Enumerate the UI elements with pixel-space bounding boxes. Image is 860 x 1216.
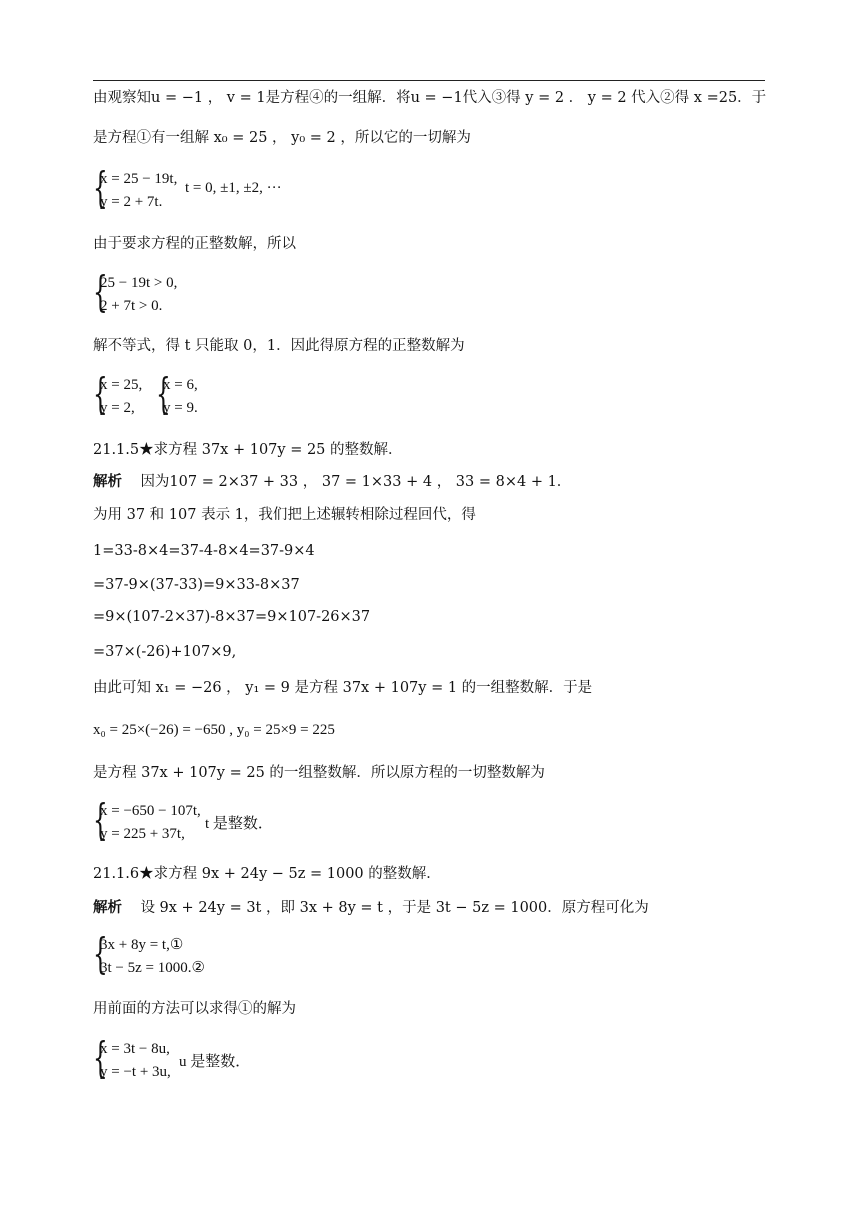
equation-row: x = 6, <box>163 377 198 393</box>
equation-row: y = 9. <box>163 400 198 416</box>
brace: { <box>93 163 108 212</box>
analysis-line <box>93 472 571 492</box>
text-line: =9×(107-2×37)-8×37=9×107-26×37 <box>93 609 371 625</box>
solution-system-a <box>93 369 153 420</box>
equation-row: 3x + 8y = t,① <box>100 937 184 953</box>
header-rule <box>93 80 765 81</box>
text-line: 由此可知 x₁ = −26 ， y₁ = 9 是方程 37x + 107y = 1 的一组整数解．于是 <box>93 680 593 696</box>
equation-line: x₀ = 25×(−26) = −650 , y₀ = 25×9 = 225 <box>93 722 335 738</box>
text-line: 由于要求方程的正整数解，所以 <box>93 236 296 252</box>
brace: { <box>156 369 171 418</box>
equation-row: 3t − 5z = 1000.② <box>100 960 205 976</box>
solution-system-2 <box>93 795 333 846</box>
solution-system-b <box>156 369 216 420</box>
brace: { <box>93 1033 108 1082</box>
integer-note: u 是整数． <box>179 1054 251 1070</box>
equation-row: y = 2 + 7t. <box>100 194 163 210</box>
text-line: 由观察知u = −1 ， v = 1是方程④的一组解．将u = −1代入③得 y = 2 ． y = 2 代入②得 x =25．于 <box>93 90 767 106</box>
problem-heading: 21.1.6★求方程 9x + 24y − 5z = 1000 的整数解． <box>93 866 441 882</box>
text-line: 是方程①有一组解 x₀ = 25 ， y₀ = 2 ，所以它的一切解为 <box>93 130 471 146</box>
text-line: =37×(-26)+107×9, <box>93 644 237 660</box>
inequality-system <box>93 267 293 318</box>
text-line: 用前面的方法可以求得①的解为 <box>93 1001 296 1017</box>
equation-row: x = 3t − 8u, <box>100 1041 170 1057</box>
text-line: 是方程 37x + 107y = 25 的一组整数解．所以原方程的一切整数解为 <box>93 765 545 781</box>
analysis-text: 因为107 = 2×37 + 33 ， 37 = 1×33 + 4 ， 33 = 8×4 + 1． <box>140 474 572 490</box>
analysis-label: 解析 <box>93 473 122 490</box>
solution-system-3 <box>93 1033 333 1084</box>
equation-row: y = −t + 3u, <box>100 1064 171 1080</box>
problem-heading: 21.1.5★求方程 37x + 107y = 25 的整数解． <box>93 442 403 458</box>
inequality-row: 25 − 19t > 0, <box>100 275 178 291</box>
brace: { <box>93 267 108 316</box>
equation-row: x = −650 − 107t, <box>100 803 201 819</box>
equation-row: x = 25, <box>100 377 143 393</box>
equation-row: y = 2, <box>100 400 135 416</box>
integer-note: t 是整数． <box>205 816 273 832</box>
equation-row: y = 225 + 37t, <box>100 826 185 842</box>
parameter-range: t = 0, ±1, ±2, ··· <box>185 180 282 196</box>
brace: { <box>93 795 108 844</box>
analysis-line <box>93 898 649 918</box>
analysis-text: 设 9x + 24y = 3t ，即 3x + 8y = t ，于是 3t − 5z = 1000．原方程可化为 <box>140 900 649 916</box>
text-line: 为用 37 和 107 表示 1，我们把上述辗转相除过程回代，得 <box>93 507 476 523</box>
text-line: 解不等式，得 t 只能取 0，1．因此得原方程的正整数解为 <box>93 338 465 354</box>
equation-row: x = 25 − 19t, <box>100 171 178 187</box>
inequality-row: 2 + 7t > 0. <box>100 298 163 314</box>
solution-system-1 <box>93 163 393 214</box>
brace: { <box>93 369 108 418</box>
analysis-label: 解析 <box>93 899 122 916</box>
brace: { <box>93 929 108 978</box>
text-line: =37-9×(37-33)=9×33-8×37 <box>93 577 300 593</box>
text-line: 1=33-8×4=37-4-8×4=37-9×4 <box>93 543 315 559</box>
equation-system <box>93 929 293 980</box>
